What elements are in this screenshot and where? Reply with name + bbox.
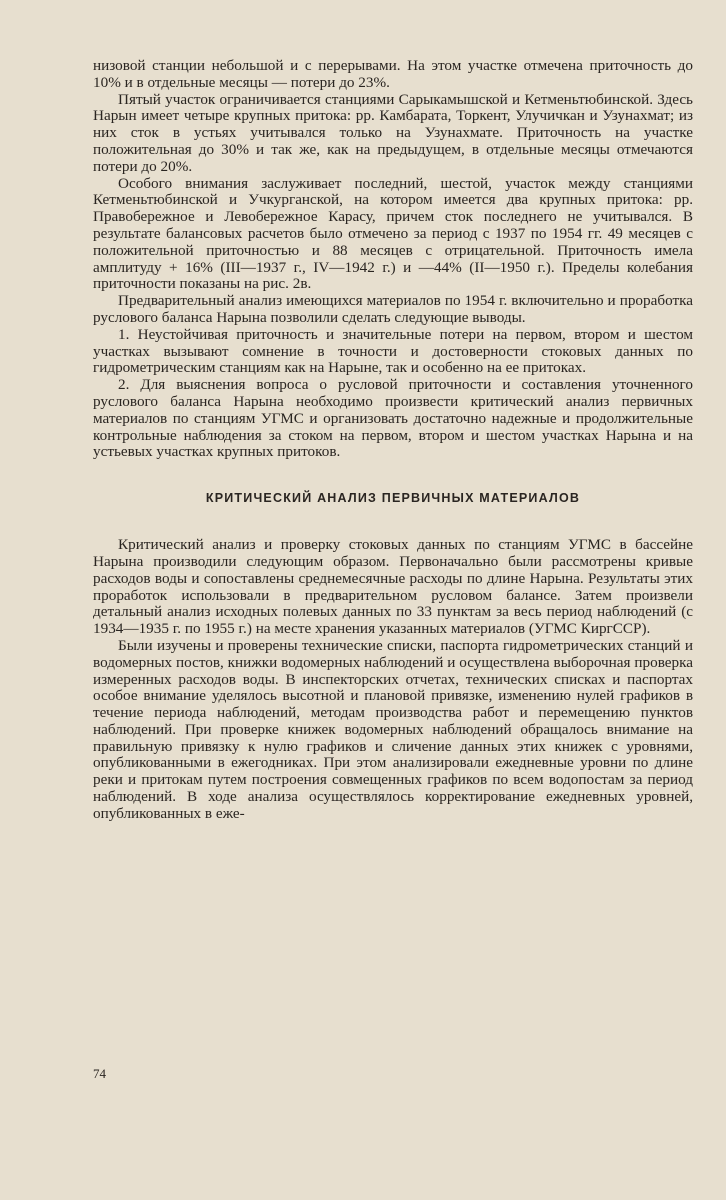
page-number: 74 [93, 1066, 106, 1081]
paragraph: низовой станции небольшой и с перерывами. На этом участке отмечена приточность до 10% и в отдельные месяцы — потери до 23%. [93, 57, 693, 91]
text-section-1 [93, 58, 693, 461]
section-heading: КРИТИЧЕСКИЙ АНАЛИЗ ПЕРВИЧНЫХ МАТЕРИАЛОВ [205, 491, 581, 506]
text-section-2 [93, 537, 693, 823]
paragraph: Пятый участок ограничивается станциями Сарыкамышской и Кетменьтюбинской. Здесь Нарын имеет четыре крупных притока: рр. Камбарата, Торкент, Улучичкан и Узунахмат; из них сток в устьях учитывался только на Узунахмате. Приточность на участке положительная до 30% и так же, как на предыдущем, в отдельные месяцы отмечаются потери до 20%. [93, 90, 693, 175]
paragraph: 1. Неустойчивая приточность и значительные потери на первом, втором и шестом участках вызывают сомнение в точности и достоверности стоковых данных по гидрометрическим станциям как на Нарыне, так и особенно на ее притоках. [93, 325, 693, 377]
page-content [93, 58, 693, 1178]
paragraph: Критический анализ и проверку стоковых данных по станциям УГМС в бассейне Нарына производили следующим образом. Первоначально были рассмотрены кривые расходов воды и сопоставлены среднемесячные расходы по длине Нарына. Результаты этих проработок использовали в предварительном русловом балансе. Затем произвели детальный анализ исходных полевых данных по 33 пунктам за весь период наблюдений (с 1934—1935 г. по 1955 г.) на месте хранения указанных материалов (УГМС КиргССР). [93, 536, 693, 638]
paragraph: Предварительный анализ имеющихся материалов по 1954 г. включительно и проработка руслового баланса Нарына позволили сделать следующие выводы. [93, 292, 693, 326]
paragraph: Особого внимания заслуживает последний, шестой, участок между станциями Кетменьтюбинской и Учкурганской, на котором имеется два крупных притока: рр. Правобережное и Левобережное Карасу, причем сток последнего не учитывался. В результате балансовых расчетов было отмечено за период с 1937 по 1954 гг. 49 месяцев с положительной приточностью и 88 месяцев с отрицательной. Приточность имела амплитуду + 16% (III—1937 г., IV—1942 г.) и —44% (II—1950 г.). Пределы колебания приточности показаны на рис. 2в. [93, 174, 693, 293]
paragraph: Были изучены и проверены технические списки, паспорта гидрометрических станций и водомерных постов, книжки водомерных наблюдений и осуществлена выборочная проверка измеренных расходов воды. В инспекторских отчетах, технических списках и паспортах особое внимание уделялось высотной и плановой привязке, изменению нулей графиков в течение периода наблюдений, методам производства работ и перемещению пунктов наблюдений. При проверке книжек водомерных наблюдений обращалось внимание на правильную привязку к нулю графиков и сличение данных этих книжек с уровнями, опубликованными в ежегодниках. При этом анализировали ежедневные уровни по длине реки и притокам путем построения совмещенных графиков по всем водопостам за период наблюдений. В ходе анализа осуществлялось корректирование ежедневных уровней, опубликованных в еже- [93, 636, 693, 822]
paragraph: 2. Для выяснения вопроса о русловой приточности и составления уточненного руслового баланса Нарына необходимо произвести критический анализ первичных материалов по станциям УГМС и организовать достаточно надежные и продолжительные контрольные наблюдения за стоком на первом, втором и шестом участках Нарына и на устьевых участках крупных притоков. [93, 376, 693, 461]
